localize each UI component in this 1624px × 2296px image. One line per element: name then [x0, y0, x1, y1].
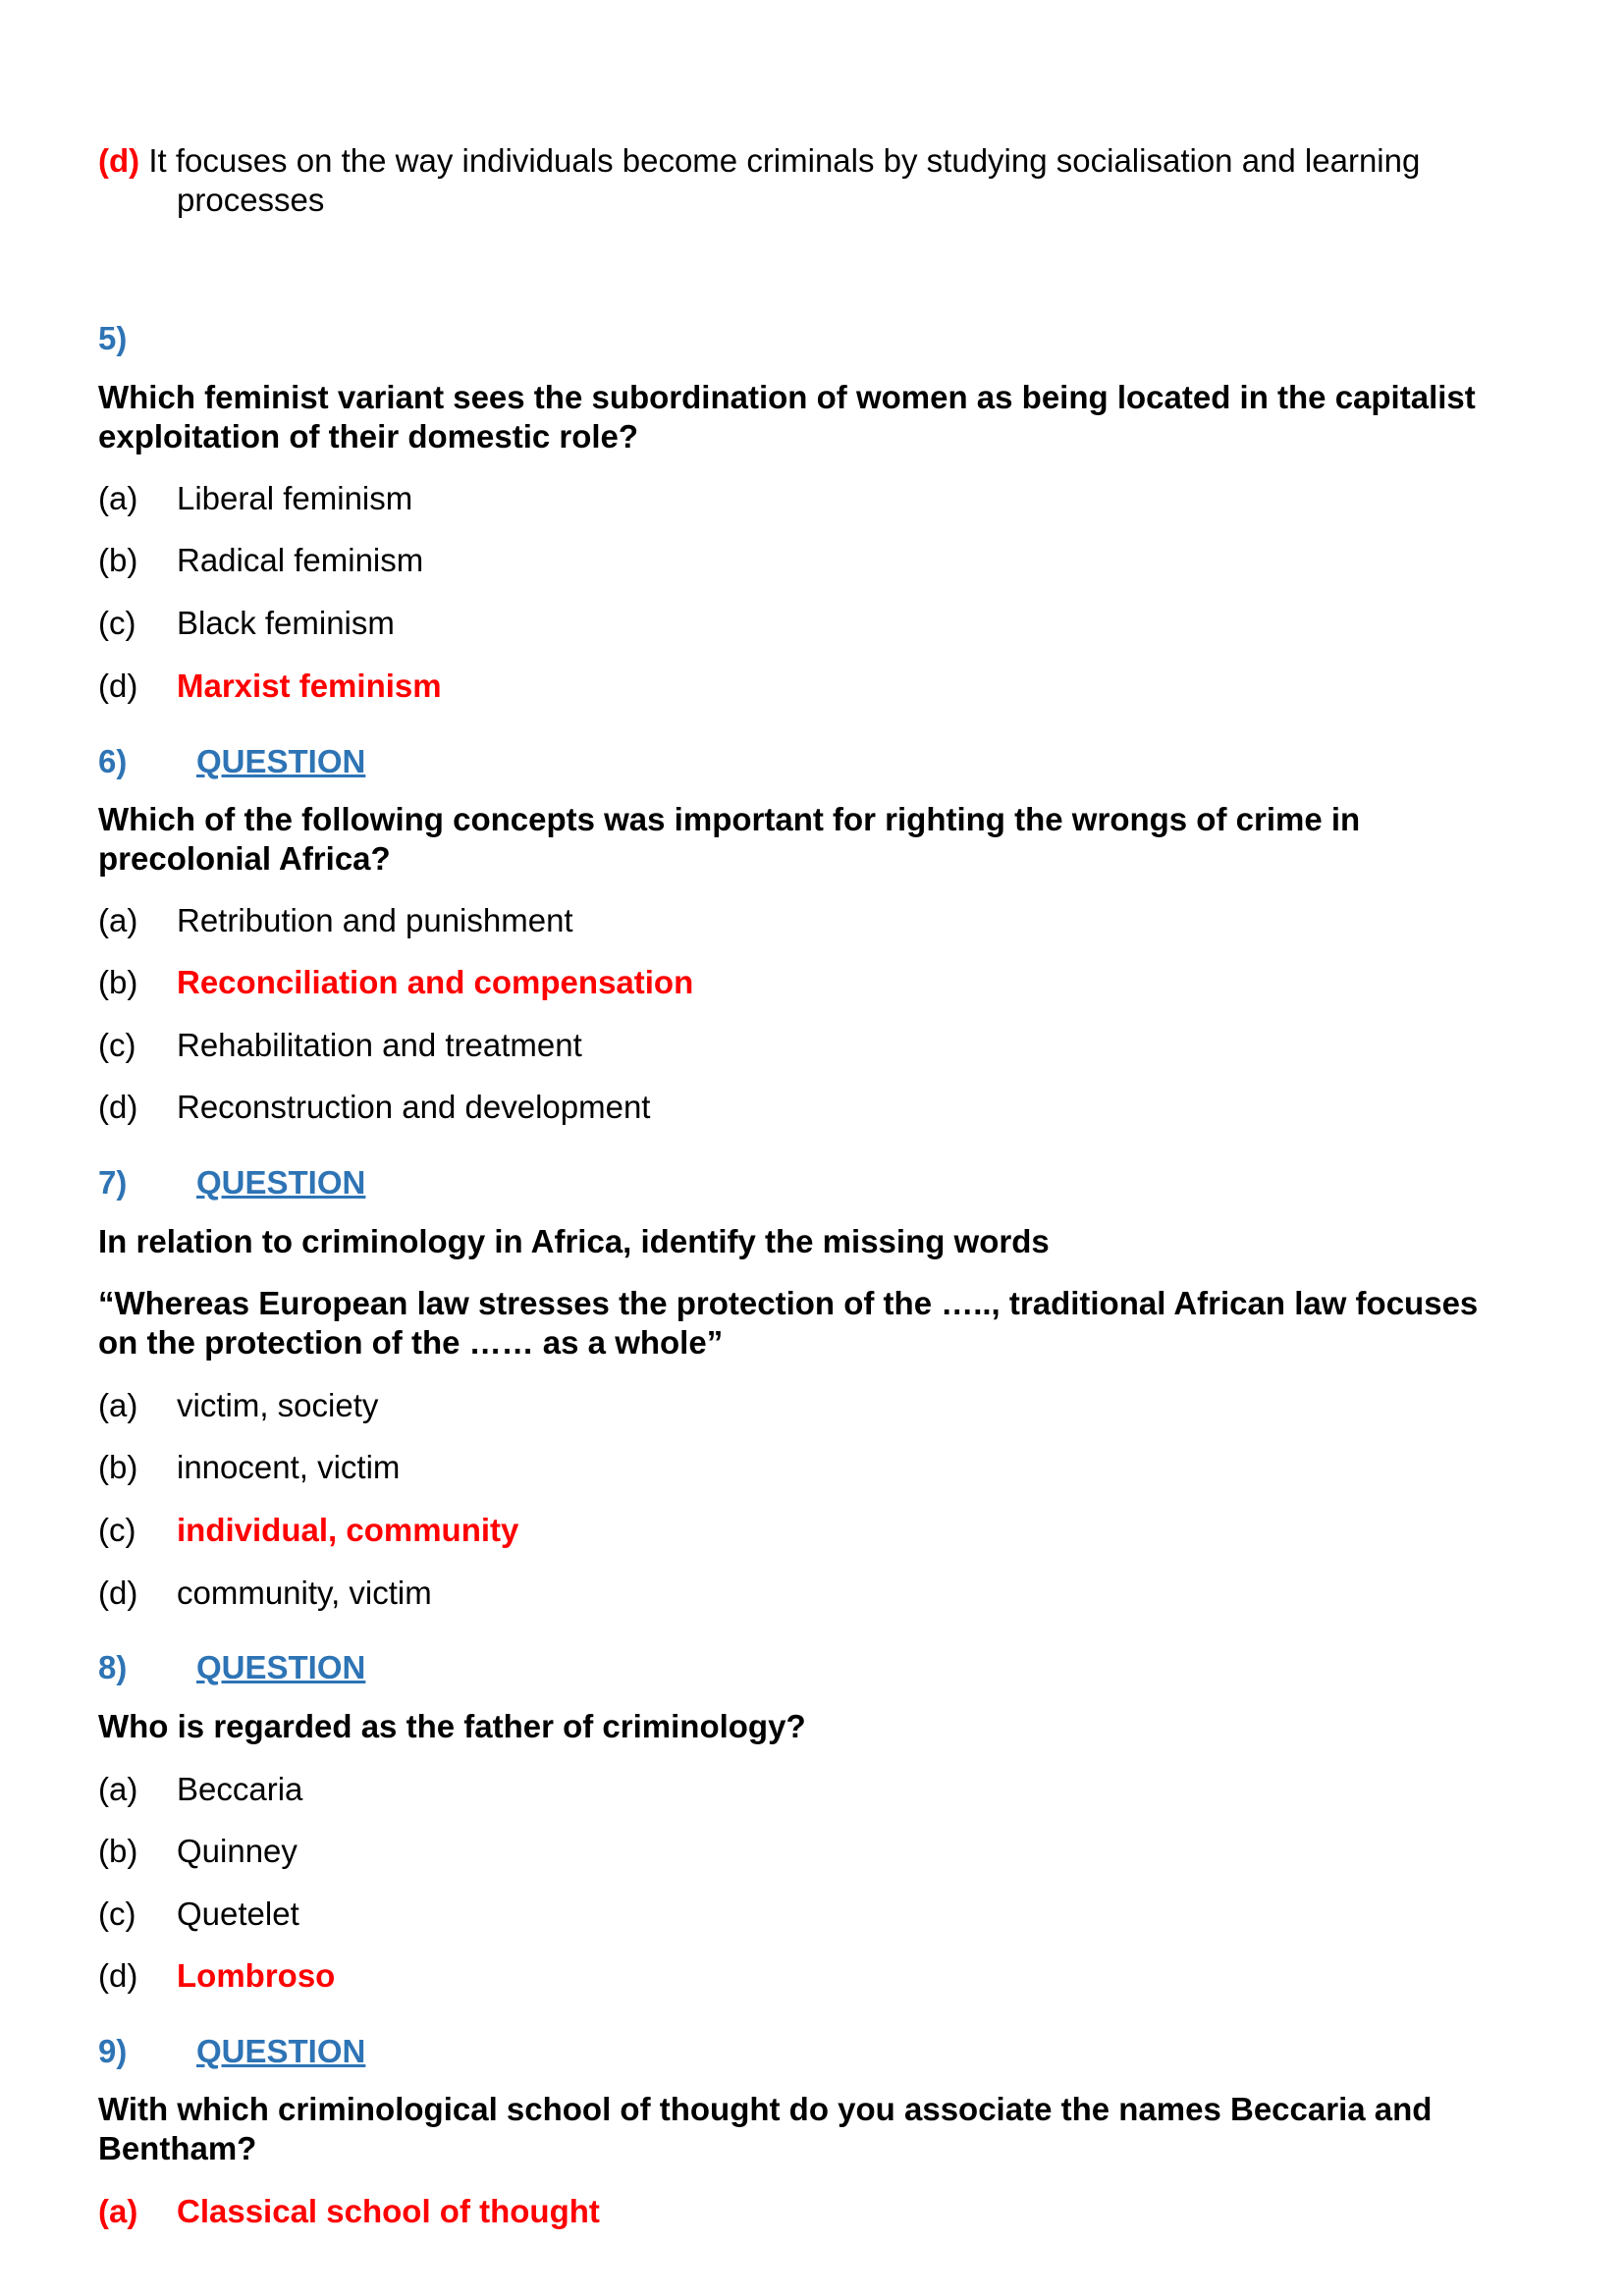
- question-9-label: QUESTION: [196, 2033, 366, 2069]
- question-9-text-line2: Bentham?: [98, 2130, 257, 2166]
- carryover-option-text-line2: processes: [177, 182, 325, 218]
- q5-option-d-letter: (d): [98, 667, 138, 704]
- question-7-quote-line1: “Whereas European law stresses the protection of the ….., traditional African law focuses: [98, 1285, 1479, 1321]
- q5-option-d-text-correct: Marxist feminism: [177, 667, 442, 704]
- question-6-label: QUESTION: [196, 743, 366, 779]
- question-6-text-line2: precolonial Africa?: [98, 840, 391, 877]
- q8-option-b-text: Quinney: [177, 1833, 298, 1869]
- q7-option-b-letter: (b): [98, 1449, 138, 1485]
- q7-option-d-letter: (d): [98, 1575, 138, 1611]
- q6-option-d-text: Reconstruction and development: [177, 1089, 651, 1125]
- question-6-number: 6): [98, 743, 128, 779]
- q8-option-b-letter: (b): [98, 1833, 138, 1869]
- q6-option-d-letter: (d): [98, 1089, 138, 1125]
- question-5-text-line1: Which feminist variant sees the subordination of women as being located in the capitalist: [98, 379, 1476, 415]
- q5-option-a-letter: (a): [98, 480, 138, 516]
- question-7-number: 7): [98, 1164, 128, 1201]
- q8-option-c-letter: (c): [98, 1896, 136, 1932]
- q5-option-c-text: Black feminism: [177, 605, 395, 641]
- q5-option-c-letter: (c): [98, 605, 136, 641]
- q9-option-a-letter: (a): [98, 2193, 138, 2229]
- q7-option-d-text: community, victim: [177, 1575, 432, 1611]
- question-6-text: [98, 800, 1542, 879]
- q7-option-a-text: victim, society: [177, 1387, 379, 1423]
- question-8-number: 8): [98, 1649, 128, 1685]
- question-6-text-line1: Which of the following concepts was important for righting the wrongs of crime in: [98, 801, 1361, 837]
- question-9-number: 9): [98, 2033, 128, 2069]
- q6-option-c-letter: (c): [98, 1027, 136, 1063]
- q6-option-a-text: Retribution and punishment: [177, 902, 573, 938]
- question-8-label: QUESTION: [196, 1649, 366, 1685]
- q6-option-c-text: Rehabilitation and treatment: [177, 1027, 582, 1063]
- question-7-text: [98, 1222, 1542, 1261]
- q5-option-a-text: Liberal feminism: [177, 480, 413, 516]
- question-7-text-line1: In relation to criminology in Africa, identify the missing words: [98, 1223, 1050, 1259]
- q8-option-a-text: Beccaria: [177, 1771, 303, 1807]
- question-8-text: [98, 1707, 1542, 1746]
- q7-option-c-letter: (c): [98, 1512, 136, 1548]
- question-8-text-line1: Who is regarded as the father of criminology?: [98, 1708, 806, 1744]
- q8-option-d-text-correct: Lombroso: [177, 1957, 336, 1994]
- q7-option-b-text: innocent, victim: [177, 1449, 401, 1485]
- question-7-quote-line2: on the protection of the …… as a whole”: [98, 1324, 724, 1361]
- question-9-text: [98, 2090, 1542, 2168]
- question-7-label: QUESTION: [196, 1164, 366, 1201]
- q6-option-a-letter: (a): [98, 902, 138, 938]
- carryover-option: [98, 141, 1420, 181]
- q5-option-b-text: Radical feminism: [177, 542, 424, 578]
- q9-option-a-text-correct: Classical school of thought: [177, 2193, 600, 2229]
- q6-option-b-letter: (b): [98, 964, 138, 1000]
- carryover-option-letter: (d): [98, 142, 140, 179]
- question-5-text-line2: exploitation of their domestic role?: [98, 418, 639, 454]
- q8-option-c-text: Quetelet: [177, 1896, 299, 1932]
- q7-option-c-text-correct: individual, community: [177, 1512, 519, 1548]
- question-5-text: [98, 378, 1542, 456]
- q8-option-d-letter: (d): [98, 1957, 138, 1994]
- question-5-number: 5): [98, 320, 128, 356]
- q7-option-a-letter: (a): [98, 1387, 138, 1423]
- question-7-quote: [98, 1284, 1542, 1362]
- q5-option-b-letter: (b): [98, 542, 138, 578]
- q8-option-a-letter: (a): [98, 1771, 138, 1807]
- q6-option-b-text-correct: Reconciliation and compensation: [177, 964, 694, 1000]
- question-9-text-line1: With which criminological school of thought do you associate the names Beccaria and: [98, 2091, 1433, 2127]
- carryover-option-text-line1: It focuses on the way individuals become criminals by studying socialisation and learning: [148, 142, 1421, 179]
